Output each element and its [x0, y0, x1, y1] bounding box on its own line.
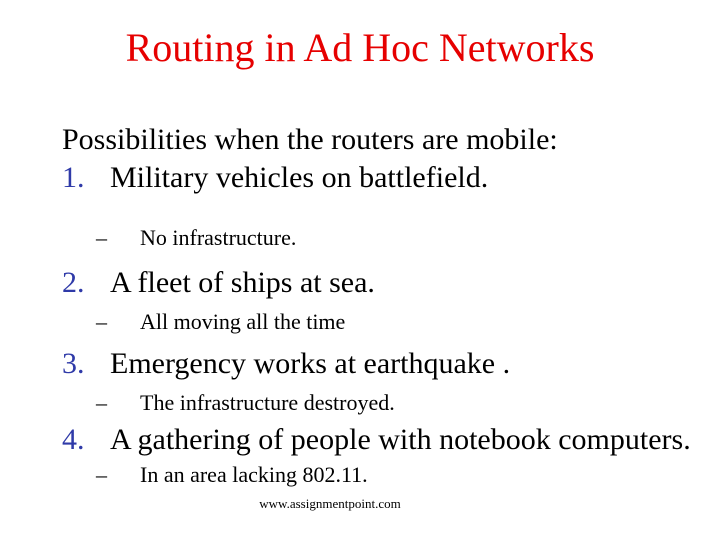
- list-item-2: [62, 265, 375, 301]
- sub-item-text: All moving all the time: [140, 309, 346, 334]
- sub-item-text: The infrastructure destroyed.: [140, 390, 395, 415]
- footer-text: www.assignmentpoint.com: [259, 496, 401, 511]
- sub-item-2: [96, 308, 345, 336]
- item-number: 3.: [62, 347, 85, 380]
- slide-title: Routing in Ad Hoc Networks: [125, 25, 595, 70]
- sub-item-text: In an area lacking 802.11.: [140, 462, 368, 487]
- item-number: 1.: [62, 161, 85, 194]
- item-text: A gathering of people with notebook computers.: [110, 423, 691, 456]
- list-item-1: [62, 160, 488, 196]
- sub-item-1: [96, 224, 296, 252]
- item-number: 2.: [62, 266, 85, 299]
- item-text: Emergency works at earthquake .: [110, 347, 511, 380]
- list-item-4: [62, 422, 691, 458]
- dash-bullet: –: [96, 462, 107, 487]
- sub-item-4: [96, 461, 368, 489]
- dash-bullet: –: [96, 390, 107, 415]
- intro-text: Possibilities when the routers are mobile:: [62, 123, 558, 156]
- dash-bullet: –: [96, 309, 107, 334]
- sub-item-text: No infrastructure.: [140, 225, 297, 250]
- item-text: Military vehicles on battlefield.: [110, 161, 489, 194]
- list-item-3: [62, 346, 510, 382]
- footer-url: [0, 496, 720, 512]
- item-text: A fleet of ships at sea.: [110, 266, 375, 299]
- item-number: 4.: [62, 423, 85, 456]
- sub-item-3: [96, 389, 395, 417]
- dash-bullet: –: [96, 225, 107, 250]
